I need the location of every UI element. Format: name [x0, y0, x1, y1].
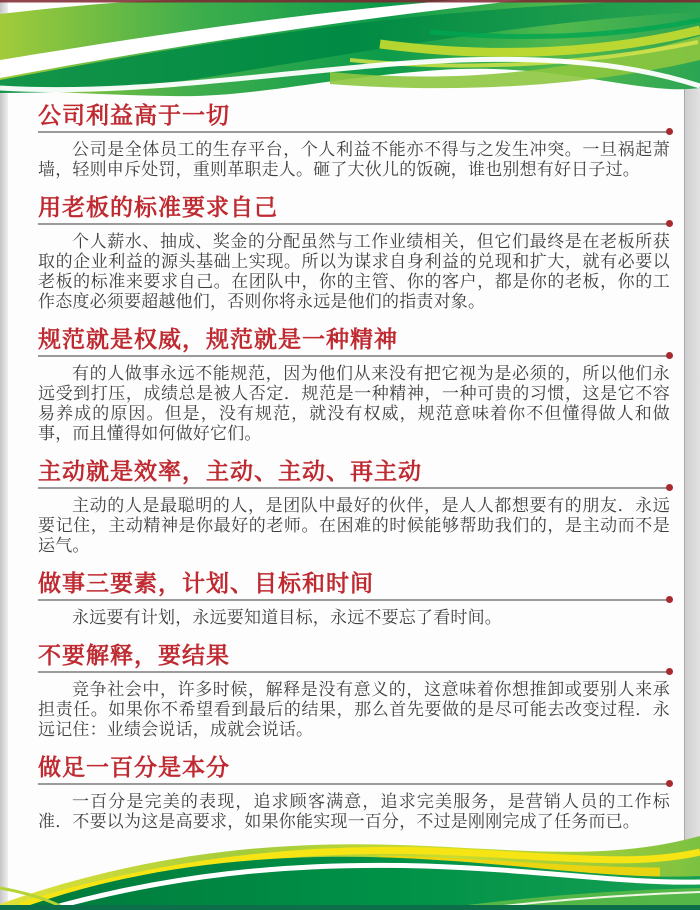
top-wave-decoration: [0, 0, 700, 115]
rule-end-dot: [666, 668, 673, 675]
section-heading-row: [38, 457, 670, 489]
section-title: 用老板的标准要求自己: [38, 194, 278, 220]
section-heading-row: [38, 325, 670, 357]
rule-end-dot: [666, 484, 673, 491]
section-body: 竞争社会中，许多时候，解释是没有意义的，这意味着你想推卸或要别人来承担责任。如果你不希望看到最后的结果，那么首先要做的是尽可能去改变过程．永远记住：业绩会说话，成就会说话。: [38, 680, 670, 739]
section-heading-row: [38, 569, 670, 601]
section-boss-standard: [38, 193, 670, 312]
section-company-interest: [38, 101, 670, 180]
section-initiative-efficiency: [38, 457, 670, 556]
section-title: 做事三要素，计划、目标和时间: [38, 570, 374, 596]
rule-end-dot: [666, 352, 673, 359]
section-body: 有的人做事永远不能规范，因为他们从来没有把它视为是必须的，所以他们永远受到打压，成绩总是被人否定．规范是一种精神，一种可贵的习惯，这是它不容易养成的原因。但是，没有规范，就没有权威，规范意味着你不但懂得做人和做事，而且懂得如何做好它们。: [38, 364, 670, 443]
section-body: 公司是全体员工的生存平台，个人利益不能亦不得与之发生冲突。一旦祸起萧墙，轻则申斥处罚，重则革职走人。砸了大伙儿的饭碗，谁也别想有好日子过。: [38, 140, 670, 179]
section-body: 一百分是完美的表现，追求顾客满意，追求完美服务，是营销人员的工作标准．不要以为这是高要求，如果你能实现一百分，不过是刚刚完成了任务而已。: [38, 792, 670, 831]
rule-end-dot: [666, 128, 673, 135]
section-title: 主动就是效率，主动、主动、再主动: [38, 458, 422, 484]
section-heading-row: [38, 193, 670, 225]
section-heading-row: [38, 753, 670, 785]
rule-end-dot: [666, 220, 673, 227]
section-body: 个人薪水、抽成、奖金的分配虽然与工作业绩相关，但它们最终是在老板所获取的企业利益的源头基础上实现。所以为谋求自身利益的兑现和扩大，就有必要以老板的标准来要求自己。在团队中，你的主管、你的客户，都是你的老板，你的工作态度必须要超越他们，否则你将永远是他们的指责对象。: [38, 232, 670, 311]
section-results-not-excuses: [38, 641, 670, 740]
section-title: 公司利益高于一切: [38, 102, 230, 128]
section-title: 规范就是权威，规范就是一种精神: [38, 326, 398, 352]
section-full-hundred: [38, 753, 670, 832]
rule-end-dot: [666, 780, 673, 787]
section-body: 永远要有计划，永远要知道目标，永远不要忘了看时间。: [72, 608, 502, 627]
section-heading-row: [38, 101, 670, 133]
rule-end-dot: [666, 596, 673, 603]
section-heading-row: [38, 641, 670, 673]
section-three-elements: [38, 569, 670, 628]
section-title: 不要解释，要结果: [38, 642, 230, 668]
poster-content: [38, 101, 670, 845]
section-body: 主动的人是最聪明的人，是团队中最好的伙伴，是人人都想要有的朋友．永远要记住，主动精神是你最好的老师。在困难的时候能够帮助我们的，是主动而不是运气。: [38, 496, 670, 555]
section-standard-authority: [38, 325, 670, 444]
page-edge-right: [684, 0, 700, 910]
page-edge-left: [0, 0, 8, 910]
section-title: 做足一百分是本分: [38, 754, 230, 780]
